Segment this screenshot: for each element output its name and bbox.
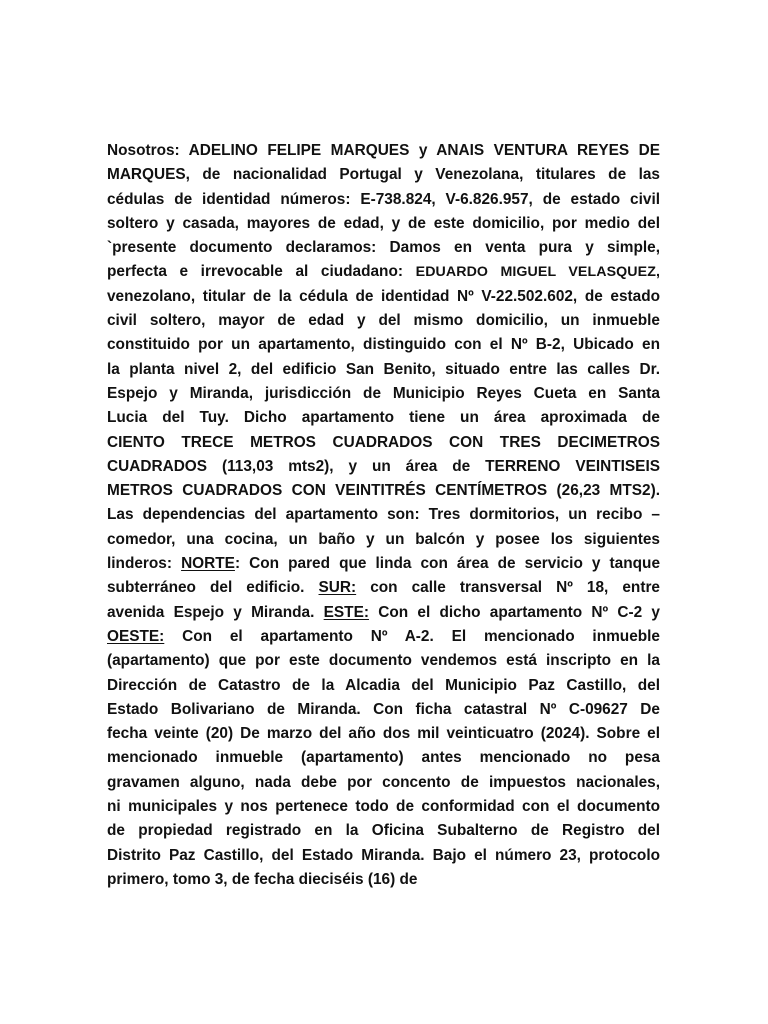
text-line: Estado Bolivariano de Miranda. Con ficha catastral Nº C-09627 De [107, 700, 660, 718]
text-line [107, 625, 660, 649]
text-line: Dirección de Catastro de la Alcadia del Municipio Paz Castillo, del [107, 676, 660, 694]
buyer-name: EDUARDO MIGUEL VELASQUEZ, [415, 264, 660, 281]
text-line: primero, tomo 3, de fecha dieciséis (16) de [107, 870, 418, 888]
text-line: ni municipales y nos pertenece todo de conformidad con el documento [107, 798, 660, 816]
text-segment: linderos: [107, 555, 182, 573]
text-line: la planta nivel 2, del edificio San Benito, situado entre las calles Dr. [107, 360, 660, 378]
text-segment: subterráneo del edificio. [107, 579, 319, 597]
text-line: Nosotros: ADELINO FELIPE MARQUES y ANAIS VENTURA REYES DE [107, 142, 660, 159]
boundary-sur-label: SUR: [318, 579, 357, 597]
text-line: MARQUES, de nacionalidad Portugal y Venezolana, titulares de las [107, 166, 660, 184]
text-segment: con calle transversal Nº 18, entre [356, 579, 660, 597]
text-line: METROS CUADRADOS CON VEINTITRÉS CENTÍMETROS (26,23 MTS2). [107, 482, 660, 500]
text-line: soltero y casada, mayores de edad, y de este domicilio, por medio del [107, 214, 660, 232]
text-segment: avenida Espejo y Miranda. [107, 603, 324, 621]
text-line: Las dependencias del apartamento son: Tres dormitorios, un recibo – [107, 506, 660, 524]
text-segment: perfecta e irrevocable al ciudadano: [107, 263, 416, 281]
text-line: comedor, una cocina, un baño y un balcón y posee los siguientes [107, 530, 660, 548]
boundary-oeste-label: OESTE: [107, 627, 165, 645]
text-segment: : Con pared que linda con área de servicio y tanque [234, 555, 661, 573]
text-line: civil soltero, mayor de edad y del mismo domicilio, un inmueble [107, 312, 660, 330]
text-line [107, 576, 660, 600]
boundary-este-label: ESTE: [323, 603, 369, 621]
text-line: Lucia del Tuy. Dicho apartamento tiene un área aproximada de [107, 409, 660, 427]
text-line: gravamen alguno, nada debe por concento de impuestos nacionales, [107, 773, 660, 791]
document-body [107, 139, 660, 892]
text-line [107, 260, 660, 284]
text-line: cédulas de identidad números: E-738.824, V-6.826.957, de estado civil [107, 190, 660, 208]
boundary-norte-label: NORTE [181, 555, 235, 573]
text-line [107, 601, 660, 625]
text-line: Espejo y Miranda, jurisdicción de Municipio Reyes Cueta en Santa [107, 384, 660, 402]
text-segment: Con el apartamento Nº A-2. El mencionado inmueble [164, 627, 660, 645]
text-line: fecha veinte (20) De marzo del año dos mil veinticuatro (2024). Sobre el [107, 725, 660, 743]
text-line: CUADRADOS (113,03 mts2), y un área de TERRENO VEINTISEIS [107, 457, 660, 475]
text-line: mencionado inmueble (apartamento) antes mencionado no pesa [107, 749, 660, 767]
text-line: de propiedad registrado en la Oficina Subalterno de Registro del [107, 822, 660, 840]
text-line: constituido por un apartamento, distinguido con el Nº B-2, Ubicado en [107, 336, 660, 354]
text-line [107, 552, 660, 576]
text-line: `presente documento declaramos: Damos en venta pura y simple, [107, 239, 660, 257]
text-line: Distrito Paz Castillo, del Estado Miranda. Bajo el número 23, protocolo [107, 846, 660, 864]
text-line: CIENTO TRECE METROS CUADRADOS CON TRES DECIMETROS [107, 433, 660, 451]
text-line: venezolano, titular de la cédula de identidad Nº V-22.502.602, de estado [107, 287, 660, 305]
text-line: (apartamento) que por este documento vendemos está inscripto en la [107, 652, 660, 670]
text-segment: Con el dicho apartamento Nº C-2 y [368, 603, 660, 621]
